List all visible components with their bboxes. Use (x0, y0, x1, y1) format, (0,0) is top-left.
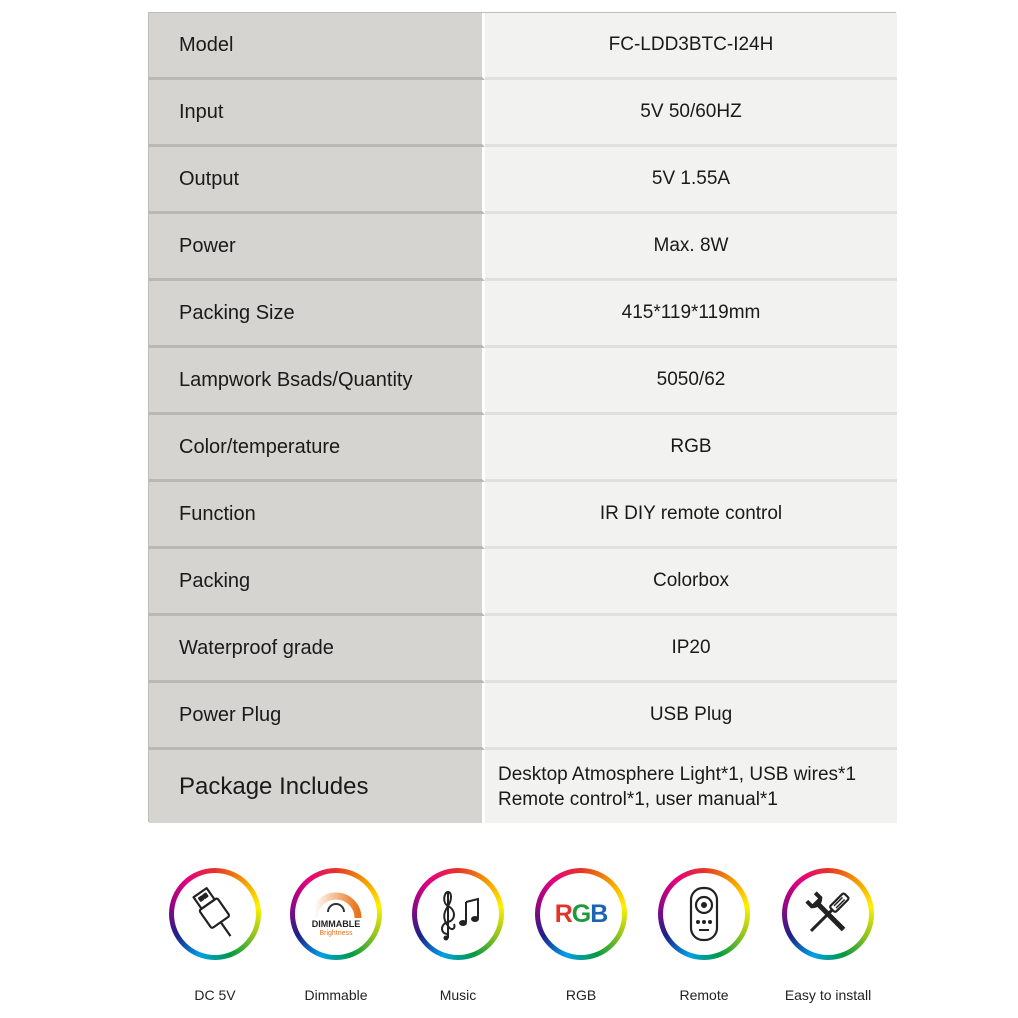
spec-label-power-plug: Power Plug (149, 683, 485, 750)
spec-value-power-plug: USB Plug (485, 683, 897, 750)
feature-dc5v (153, 868, 273, 1008)
spec-label-model: Model (149, 13, 485, 80)
spec-value-output: 5V 1.55A (485, 147, 897, 214)
feature-label-dimmable: Dimmable (304, 987, 368, 1003)
feature-label-music: Music (439, 987, 477, 1003)
spec-value-function: IR DIY remote control (485, 482, 897, 549)
rgb-letter-b: B (590, 899, 608, 928)
spec-label-waterproof: Waterproof grade (149, 616, 485, 683)
spec-value-waterproof: IP20 (485, 616, 897, 683)
spec-value-input: 5V 50/60HZ (485, 80, 897, 147)
feature-rgb (519, 868, 639, 1008)
rgb-letter-r: R (554, 899, 572, 928)
spec-label-function: Function (149, 482, 485, 549)
dimmable-badge-top: DIMMABLE (311, 919, 361, 929)
spec-value-package-includes (485, 750, 897, 823)
rgb-icon (555, 900, 608, 929)
feature-label-easy-install: Easy to install (784, 987, 872, 1003)
spec-value-packing: Colorbox (485, 549, 897, 616)
spec-label-output: Output (149, 147, 485, 214)
spec-table (148, 12, 896, 822)
spec-label-input: Input (149, 80, 485, 147)
rgb-letter-g: G (571, 899, 591, 928)
feature-label-remote: Remote (679, 987, 729, 1003)
feature-label-rgb: RGB (565, 987, 597, 1003)
spec-label-packing: Packing (149, 549, 485, 616)
spec-label-packing-size: Packing Size (149, 281, 485, 348)
feature-easy-install (766, 868, 886, 1008)
spec-label-color-temperature: Color/temperature (149, 415, 485, 482)
feature-label-dc5v: DC 5V (194, 987, 236, 1003)
package-line-2: Remote control*1, user manual*1 (498, 788, 778, 810)
usb-plug-icon (185, 884, 245, 944)
spec-value-packing-size: 415*119*119mm (485, 281, 897, 348)
feature-dimmable (274, 868, 394, 1008)
feature-music (396, 868, 516, 1008)
music-notes-icon (428, 884, 488, 944)
spec-label-package-includes: Package Includes (149, 750, 485, 823)
feature-remote (642, 868, 762, 1008)
feature-icons-row (0, 868, 1018, 1008)
package-line-1: Desktop Atmosphere Light*1, USB wires*1 (498, 763, 857, 785)
spec-label-lampwork: Lampwork Bsads/Quantity (149, 348, 485, 415)
dimmable-icon (300, 884, 372, 944)
remote-icon (674, 884, 734, 944)
spec-value-power: Max. 8W (485, 214, 897, 281)
dimmable-badge-bottom: Brightness (319, 930, 353, 937)
spec-value-lampwork: 5050/62 (485, 348, 897, 415)
spec-value-color-temperature: RGB (485, 415, 897, 482)
spec-value-model: FC-LDD3BTC-I24H (485, 13, 897, 80)
spec-label-power: Power (149, 214, 485, 281)
tools-icon (798, 884, 858, 944)
